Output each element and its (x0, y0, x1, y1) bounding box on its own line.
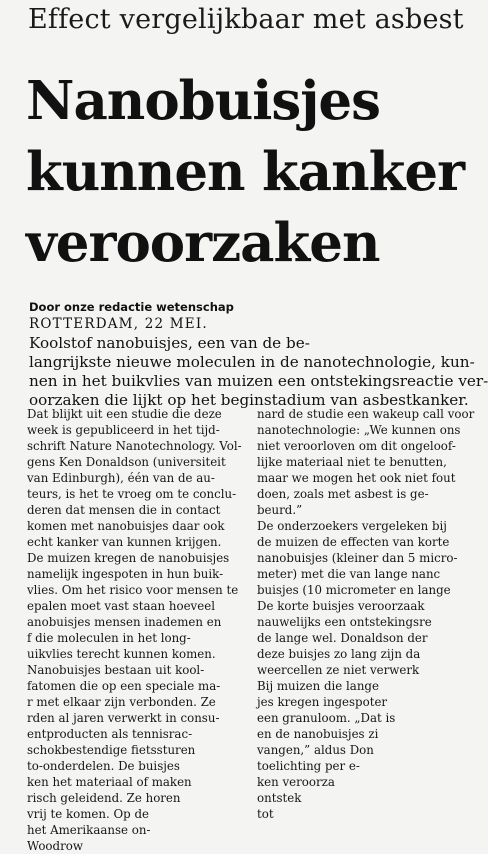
lead-line: langrijkste nieuwe moleculen in de nanotechnologie, kun- (29, 353, 475, 371)
text-line: anobuisjes mensen inademen en (27, 615, 222, 629)
text-line: komen met nanobuisjes daar ook (27, 519, 225, 533)
text-line: Dat blijkt uit een studie die deze (27, 407, 222, 421)
text-line: De onderzoekers vergeleken bij (257, 519, 447, 533)
text-line: beurd.” (257, 503, 303, 517)
text-line: Woodrow (27, 839, 83, 853)
lead-line: oorzaken die lijkt op het beginstadium van asbestkanker. (29, 391, 469, 409)
text-line: en de nanobuisjes zi (257, 727, 379, 741)
text-line: Bij muizen die lange (257, 679, 379, 693)
text-line: ken het materiaal of maken (27, 775, 192, 789)
text-line: nanobuisjes (kleiner dan 5 micro- (257, 551, 458, 565)
text-line: uikvlies terecht kunnen komen. (27, 647, 216, 661)
text-line: vlies. Om het risico voor mensen te (27, 583, 239, 597)
text-line: week is gepubliceerd in het tijd- (27, 423, 220, 437)
text-line: maar we mogen het ook niet fout (257, 471, 456, 485)
text-line: lijke materiaal niet te benutten, (257, 455, 447, 469)
text-line: een granuloom. „Dat is (257, 711, 396, 725)
text-line: rden al jaren verwerkt in consu- (27, 711, 220, 725)
text-line: to-onderdelen. De buisjes (27, 759, 180, 773)
text-line: gens Ken Donaldson (universiteit (27, 455, 226, 469)
text-line: van Edinburgh), één van de au- (27, 471, 215, 485)
text-line: de muizen de effecten van korte (257, 535, 450, 549)
text-line: schrift Nature Nanotechnology. Vol- (27, 439, 242, 453)
text-line: jes kregen ingespoter (257, 695, 388, 709)
text-line: vangen,” aldus Don (257, 743, 374, 757)
text-line: ken veroorza (257, 775, 335, 789)
headline-line: veroorzaken (26, 212, 380, 274)
text-line: De muizen kregen de nanobuisjes (27, 551, 230, 565)
text-line: de lange wel. Donaldson der (257, 631, 428, 645)
headline-line: Nanobuisjes (26, 70, 380, 132)
lead-line (29, 315, 474, 353)
headline-line: kunnen kanker (26, 141, 464, 203)
text-line: ontstek (257, 791, 302, 805)
text-line: niet veroorloven om dit ongeloof- (257, 439, 456, 453)
text-line: weercellen ze niet verwerk (257, 663, 420, 677)
text-line: het Amerikaanse on- (27, 823, 151, 837)
lead-line: nen in het buikvlies van muizen een ontstekingsreactie ver- (29, 372, 488, 390)
text-line: epalen moet vast staan hoeveel (27, 599, 215, 613)
text-line: f die moleculen in het long- (27, 631, 191, 645)
text-line: schokbestendige fietssturen (27, 743, 196, 757)
article-column-left (27, 406, 252, 854)
headline (26, 66, 476, 279)
dateline: ROTTERDAM, 22 MEI. (29, 316, 208, 332)
text-line: doen, zoals met asbest is ge- (257, 487, 429, 501)
text-line: echt kanker van kunnen krijgen. (27, 535, 222, 549)
text-line: fatomen die op een speciale ma- (27, 679, 221, 693)
text-line: De korte buisjes veroorzaak (257, 599, 425, 613)
article-column-right (257, 406, 477, 822)
text-line: risch geleidend. Ze horen (27, 791, 181, 805)
text-line: deren dat mensen die in contact (27, 503, 221, 517)
text-line: teurs, is het te vroeg om te conclu- (27, 487, 237, 501)
byline: Door onze redactie wetenschap (29, 300, 234, 314)
text-line: nanotechnologie: „We kunnen ons (257, 423, 461, 437)
text-line: entproducten als tennisrac- (27, 727, 193, 741)
text-line: nard de studie een wakeup call voor (257, 407, 475, 421)
text-line: nauwelijks een ontstekingsre (257, 615, 432, 629)
text-line: Nanobuisjes bestaan uit kool- (27, 663, 205, 677)
text-line: namelijk ingespoten in hun buik- (27, 567, 224, 581)
text-line: deze buisjes zo lang zijn da (257, 647, 421, 661)
text-line: r met elkaar zijn verbonden. Ze (27, 695, 216, 709)
text-line: toelichting per e- (257, 759, 360, 773)
lead-text: Koolstof nanobuisjes, een van de be- (29, 334, 310, 352)
lead-paragraph (29, 315, 488, 410)
text-line: buisjes (10 micrometer en lange (257, 583, 451, 597)
text-line: meter) met die van lange nanc (257, 567, 441, 581)
kicker: Effect vergelijkbaar met asbest (28, 4, 464, 35)
text-line: vrij te komen. Op de (27, 807, 149, 821)
text-line: tot (257, 807, 274, 821)
